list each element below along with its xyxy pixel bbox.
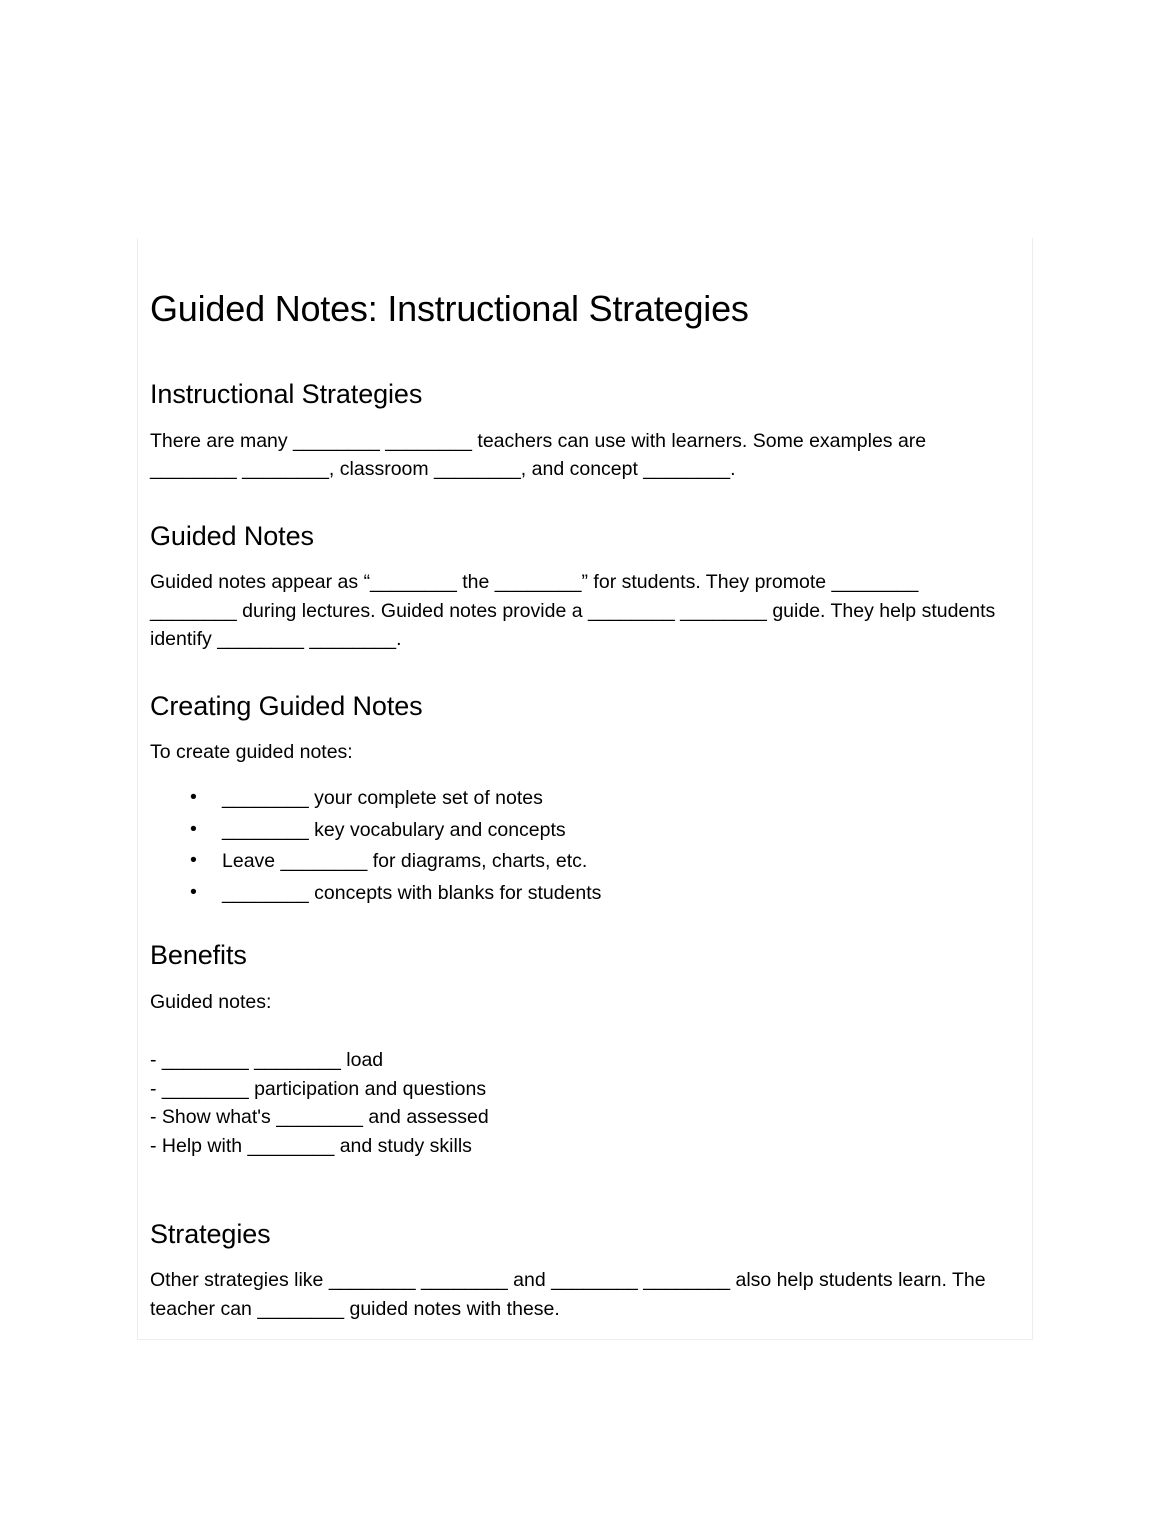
benefits-dash-list [150,1046,1010,1160]
list-item: - ________ participation and questions [150,1077,487,1100]
list-item: - Show what's ________ and assessed [150,1106,489,1129]
document-body [148,248,1022,1359]
section-instructional-strategies [150,378,1010,483]
section-heading-guided-notes: Guided Notes [150,520,314,551]
section-heading-benefits: Benefits [150,940,247,971]
lead-in-creating-guided-notes: To create guided notes: [150,740,353,763]
section-heading-strategies: Strategies [150,1219,271,1250]
section-guided-notes [150,520,1010,654]
paragraph-strategies: Other strategies like ________ ________ and ________ ________ also help students learn. The teacher can ________ guided notes with these. [150,1269,986,1320]
section-benefits [150,939,1010,1160]
creating-guided-notes-list [150,784,1010,907]
section-creating-guided-notes [150,690,1010,908]
section-strategies [150,1218,1010,1323]
list-item: • ________ concepts with blanks for students [150,879,1010,907]
page-title: Guided Notes: Instructional Strategies [150,288,749,329]
list-item: - ________ ________ load [150,1049,384,1072]
section-heading-instructional-strategies: Instructional Strategies [150,379,423,410]
lead-in-benefits: Guided notes: [150,990,272,1013]
list-item: • Leave ________ for diagrams, charts, etc. [150,847,1010,875]
list-item: • ________ key vocabulary and concepts [150,816,1010,844]
paragraph-spacer [150,1160,1010,1218]
document-page [137,238,1033,1340]
list-item: • ________ your complete set of notes [150,784,1010,812]
list-item: - Help with ________ and study skills [150,1134,472,1157]
paragraph-instructional-strategies: There are many ________ ________ teachers can use with learners. Some examples are ________ ________, classroom ________, and concept ________. [150,429,927,481]
paragraph-guided-notes: Guided notes appear as “________ the ________” for students. They promote ________ ________ during lectures. Guided notes provide a ________ ________ guide. They help students identify ________ ________. [150,571,996,651]
section-heading-creating-guided-notes: Creating Guided Notes [150,690,423,721]
